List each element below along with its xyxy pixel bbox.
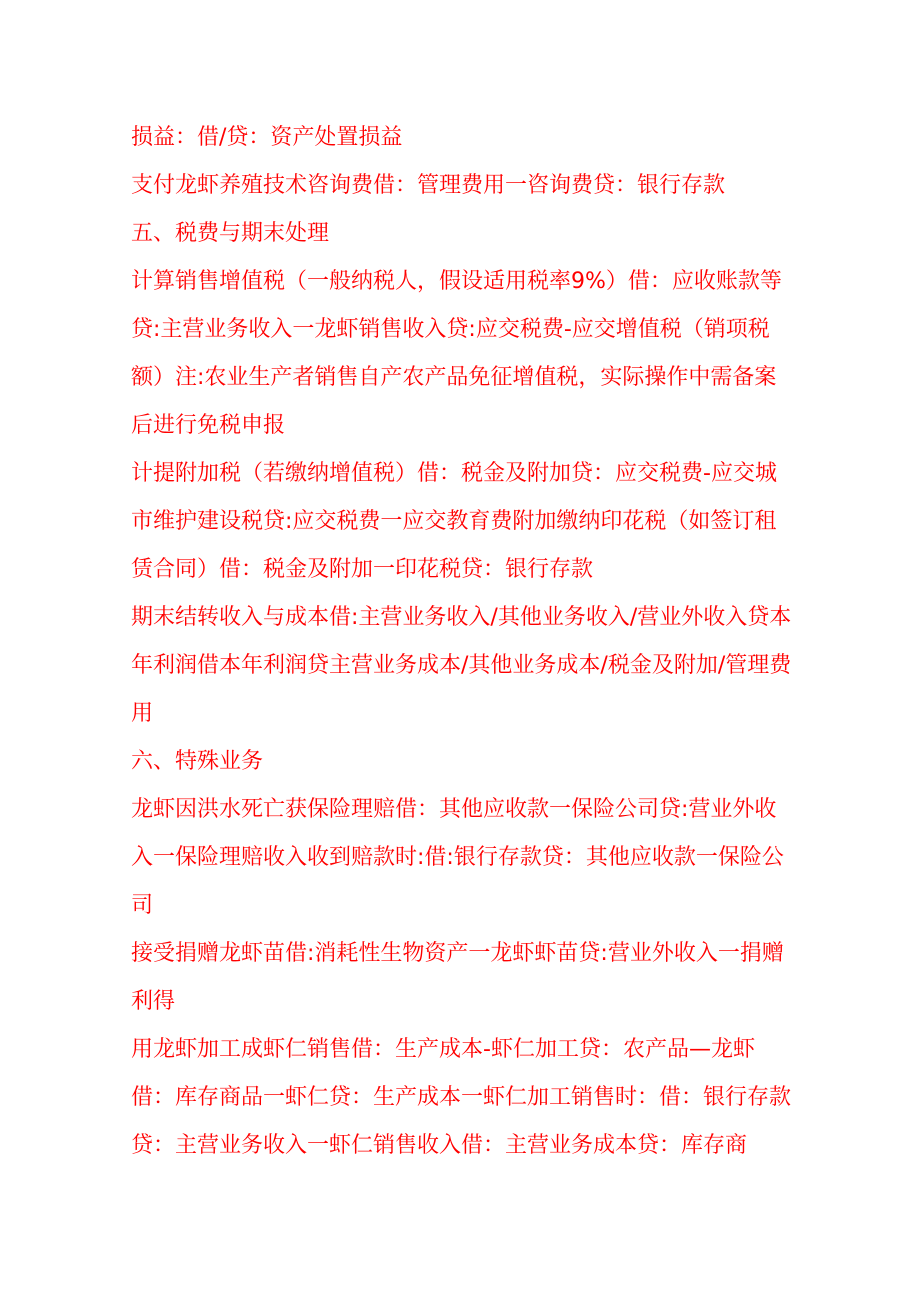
section-heading-taxes: 五、税费与期末处理 [131,221,330,246]
paragraph-vat: 计算销售增值税（一般纳税人，假设适用税率9%）借：应收账款等贷:主营业务收入一龙虾销售收入贷:应交税费-应交增值税（销项税额）注:农业生产者销售自产农产品免征增值税，实际操作中需备案后进行免税申报 [131,269,782,438]
paragraph-processing: 用龙虾加工成虾仁销售借：生产成本-虾仁加工贷：农产品—龙虾借：库存商品一虾仁贷：生产成本一虾仁加工销售时：借：银行存款贷：主营业务收入一虾仁销售收入借：主营业务成本贷：库存商 [131,1037,792,1158]
paragraph-surtax: 计提附加税（若缴纳增值税）借：税金及附加贷：应交税费-应交城市维护建设税贷:应交税费一应交教育费附加缴纳印花税（如签订租赁合同）借：税金及附加一印花税贷：银行存款 [131,461,777,582]
paragraph-insurance-claim: 龙虾因洪水死亡获保险理赔借：其他应收款一保险公司贷:营业外收入一保险理赔收入收到赔款时:借:银行存款贷：其他应收款一保险公司 [131,797,784,918]
document-body [131,114,797,1170]
paragraph-consulting-fee: 支付龙虾养殖技术咨询费借：管理费用一咨询费贷：银行存款 [131,173,726,198]
section-heading-special: 六、特殊业务 [131,749,264,774]
paragraph-donation: 接受捐赠龙虾苗借:消耗性生物资产一龙虾虾苗贷:营业外收入一捐赠利得 [131,941,784,1014]
paragraph-period-end-closing: 期末结转收入与成本借:主营业务收入/其他业务收入/营业外收入贷本年利润借本年利润贷主营业务成本/其他业务成本/税金及附加/管理费用 [131,605,792,726]
paragraph-disposal-gain-loss: 损益：借/贷：资产处置损益 [131,125,403,150]
